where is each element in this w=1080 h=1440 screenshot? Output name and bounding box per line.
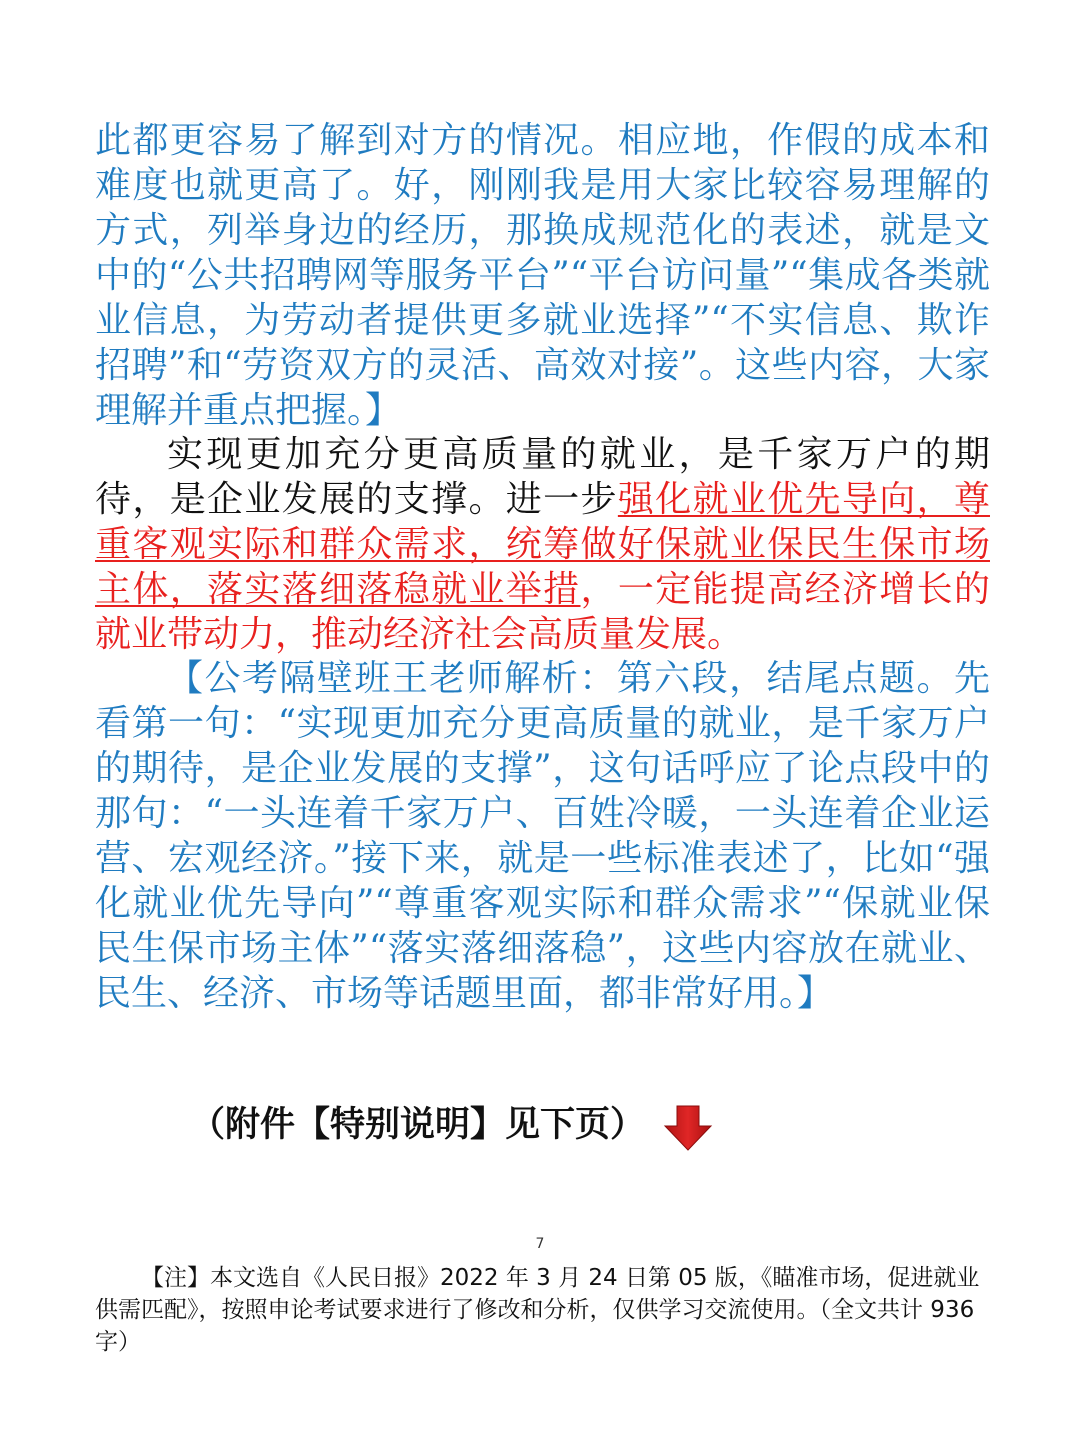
- attachment-notice: （附件【特别说明】见下页）: [190, 1105, 646, 1145]
- paragraph-black-text: 实现更加充分更高质量的就业，是千家万户的期待，是企业发展的支撑。进一步: [95, 434, 990, 520]
- page-number: 7: [535, 1236, 545, 1252]
- analysis-paragraph-continued: 此都更容易了解到对方的情况。相应地，作假的成本和难度也就更高了。好，刚刚我是用大家比较容易理解的方式，列举身边的经历，那换成规范化的表述，就是文中的“公共招聘网等服务平台”“平台访问量”“集成各类就业信息，为劳动者提供更多就业选择”“不实信息、欺诈招聘”和“劳资双方的灵活、高效对接”。这些内容，大家理解并重点把握。】: [95, 120, 990, 431]
- article-paragraph-six: [95, 432, 990, 657]
- paragraph-red-text: ，一定能提高经济增长的就业带动力，推动经济社会高质量发展。: [95, 569, 990, 655]
- paragraph-red-underlined-text: 强化就业优先导向，尊重客观实际和群众需求，统筹做好保就业保民生保市场主体，落实落细落稳就业举措: [95, 479, 990, 610]
- footnote: 【注】本文选自《人民日报》2022 年 3 月 24 日第 05 版，《瞄准市场，促进就业供需匹配》，按照申论考试要求进行了修改和分析，仅供学习交流使用。（全文共计 936 字）: [95, 1265, 980, 1355]
- analysis-paragraph-six: 【公考隔壁班王老师解析：第六段，结尾点题。先看第一句：“实现更加充分更高质量的就业，是千家万户的期待，是企业发展的支撑”，这句话呼应了论点段中的那句：“一头连着千家万户、百姓冷暖，一头连着企业运营、宏观经济。”接下来，就是一些标准表述了，比如“强化就业优先导向”“尊重客观实际和群众需求”“保就业保民生保市场主体”“落实落细落稳”，这些内容放在就业、民生、经济、市场等话题里面，都非常好用。】: [95, 658, 990, 1014]
- down-arrow-icon: [663, 1104, 713, 1152]
